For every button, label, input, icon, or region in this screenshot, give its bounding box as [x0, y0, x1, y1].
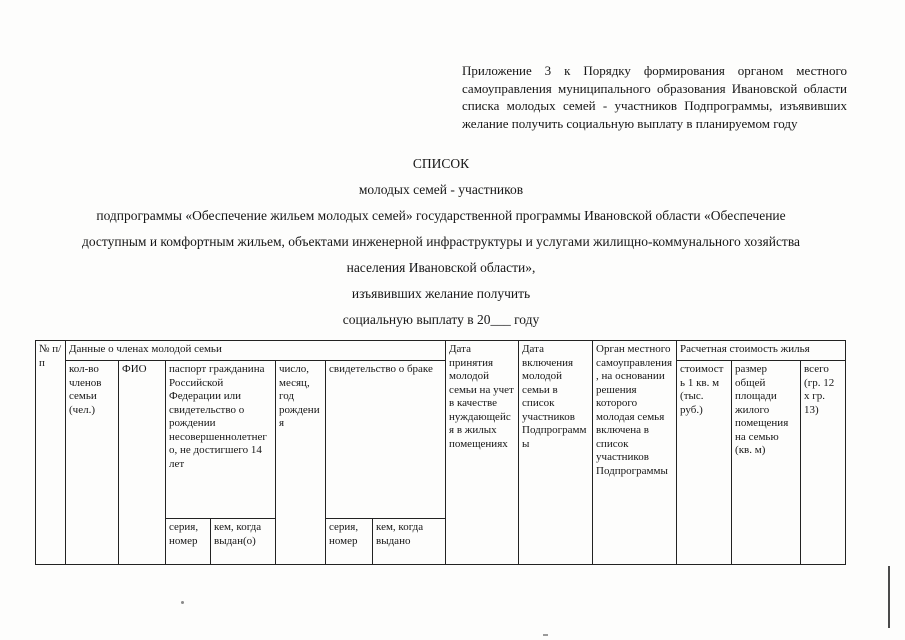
header-cell-area-size: размер общей площади жилого помещения на семью (кв. м) — [732, 361, 801, 565]
title-line-spisok: СПИСОК — [412, 156, 470, 171]
document-title-block — [35, 151, 847, 333]
header-group-cost: Расчетная стоимость жилья — [677, 341, 846, 361]
scan-artifact-dash — [543, 634, 548, 636]
header-cell-num: № п/п — [36, 341, 66, 565]
header-cell-total: всего (гр. 12 х гр. 13) — [801, 361, 846, 565]
header-cell-fio: ФИО — [119, 361, 166, 565]
header-cell-passport-series: серия, номер — [166, 519, 211, 565]
header-row-groups — [36, 341, 846, 361]
header-cell-date-registered: Дата принятия молодой семьи на учет в качестве нуждающейся в жилых помещениях — [446, 341, 519, 565]
header-cell-passport-issued: кем, когда выдан(о) — [211, 519, 276, 565]
header-cell-marriage-cert: свидетельство о браке — [326, 361, 446, 519]
scan-artifact-dot — [181, 601, 184, 604]
header-cell-date-included: Дата включения молодой семьи в список участников Подпрограммы — [519, 341, 593, 565]
title-line-region: населения Ивановской области», — [346, 260, 536, 275]
title-line-year: социальную выплату в 20___ году — [342, 312, 540, 327]
header-cell-birth-date: число, месяц, год рождения — [276, 361, 326, 565]
families-list-table — [35, 340, 846, 565]
header-cell-marriage-series: серия, номер — [326, 519, 373, 565]
title-line-families: молодых семей - участников — [358, 182, 524, 197]
title-line-housing: доступным и комфортным жильем, объектами инженерной инфраструктуры и услугами жилищно-коммунального хозяйства — [81, 234, 801, 249]
scan-artifact-line — [888, 566, 890, 628]
header-cell-members-count: кол-во членов семьи (чел.) — [66, 361, 119, 565]
title-line-subprogram: подпрограммы «Обеспечение жильем молодых семей» государственной программы Ивановской области «Обеспечение — [96, 208, 786, 223]
header-group-family-data: Данные о членах молодой семьи — [66, 341, 446, 361]
title-line-wish: изъявивших желание получить — [351, 286, 531, 301]
header-cell-marriage-issued: кем, когда выдано — [373, 519, 446, 565]
header-cell-passport-doc: паспорт гражданина Российской Федерации или свидетельство о рождении несовершеннолетнего, не достигшего 14 лет — [166, 361, 276, 519]
header-row-subheads — [36, 361, 846, 519]
header-cell-authority: Орган местного самоуправления, на основании решения которого молодая семья включена в список участников Подпрограммы — [593, 341, 677, 565]
appendix-reference: Приложение 3 к Порядку формирования органом местного самоуправления муниципального образования Ивановской области списка молодых семей - участников Подпрограммы, изъявивших желание получить социальную выплату в планируемом году — [462, 63, 847, 131]
header-cell-cost-per-sqm: стоимость 1 кв. м (тыс. руб.) — [677, 361, 732, 565]
